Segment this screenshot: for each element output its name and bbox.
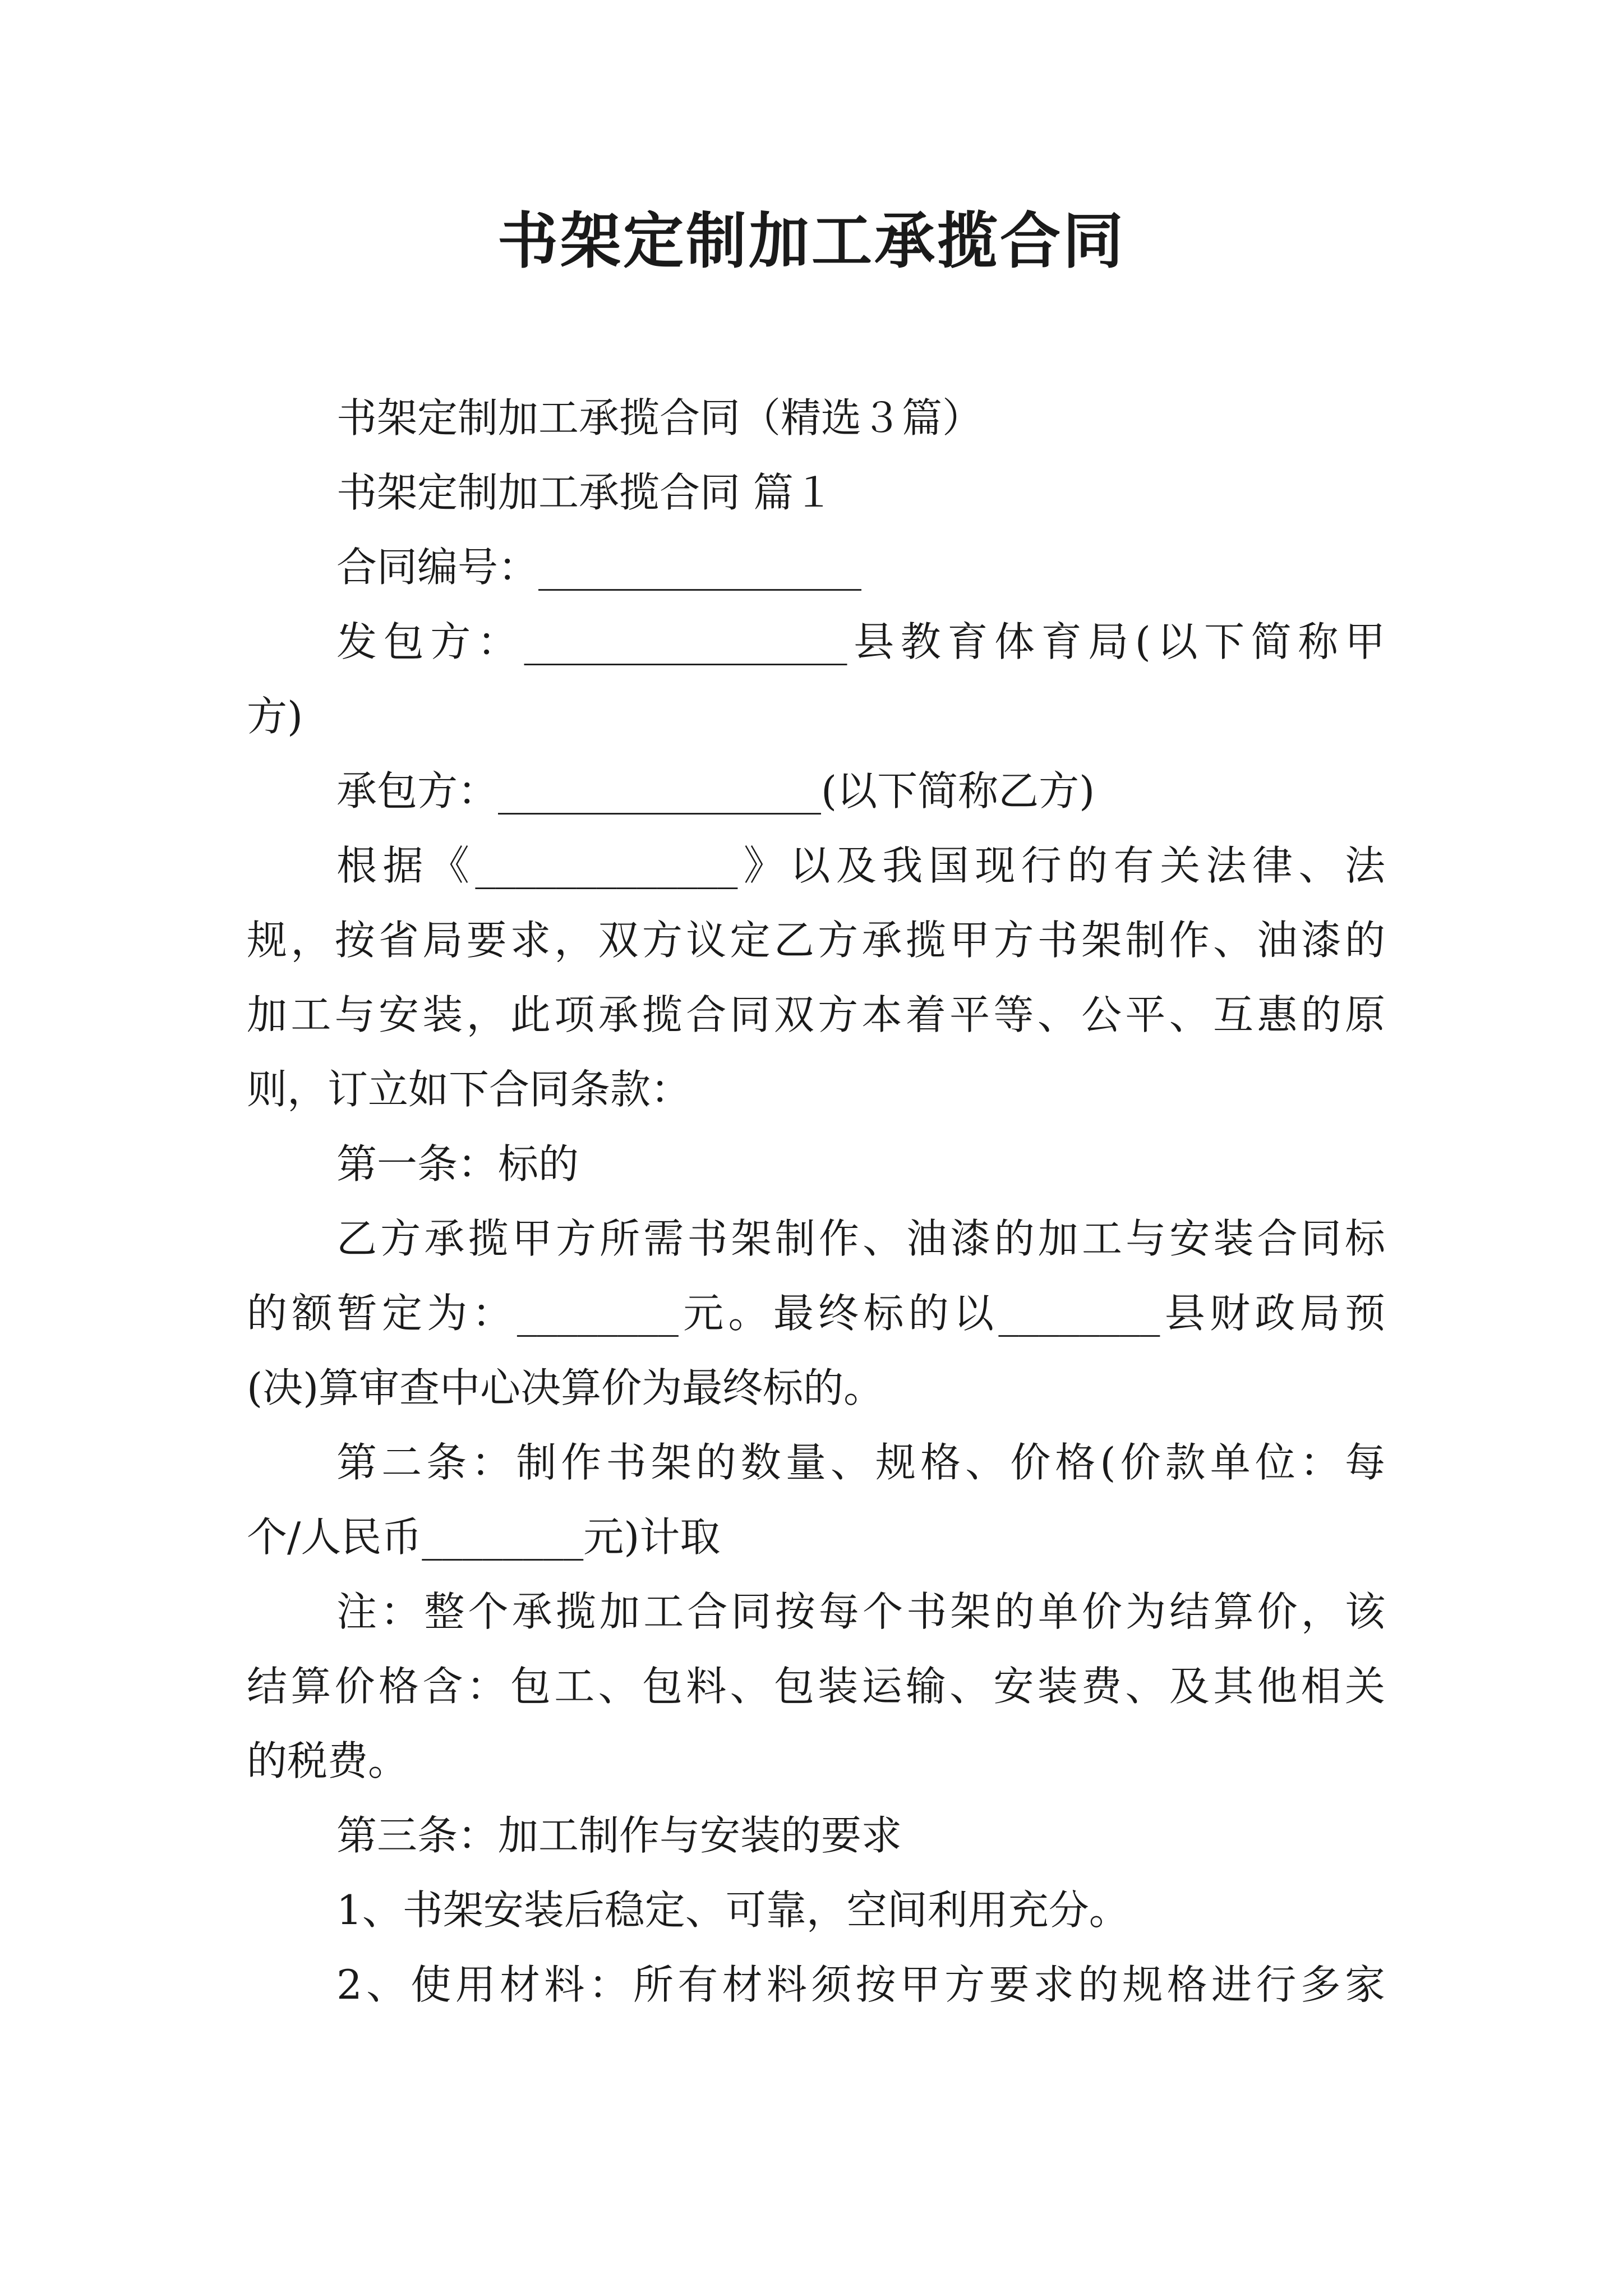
section-heading: 书架定制加工承揽合同 篇１ (336, 469, 834, 516)
party-a-line-cont: 方) (247, 693, 303, 740)
party-a-line: 发包方：________________县教育体育局(以下简称甲 (336, 618, 1385, 665)
subtitle-line: 书架定制加工承揽合同（精选３篇） (336, 394, 983, 441)
paragraph-line: 的税费。 (247, 1737, 409, 1784)
article-2-heading: 第二条：制作书架的数量、规格、价格(价款单位：每 (336, 1439, 1385, 1486)
note-line: 注：整个承揽加工合同按每个书架的单价为结算价，该 (336, 1588, 1385, 1635)
paragraph-line: 加工与安装，此项承揽合同双方本着平等、公平、互惠的原 (247, 991, 1385, 1038)
paragraph-line: 则，订立如下合同条款： (247, 1066, 691, 1113)
paragraph-line: (决)算审查中心决算价为最终标的。 (247, 1364, 884, 1411)
paragraph-line: 根据《_____________》以及我国现行的有关法律、法 (336, 842, 1385, 889)
article-3-heading: 第三条：加工制作与安装的要求 (336, 1812, 902, 1859)
party-b-line: 承包方：________________(以下简称乙方) (336, 767, 1095, 815)
list-item: 2、使用材料：所有材料须按甲方要求的规格进行多家 (336, 1961, 1385, 2008)
paragraph-line: 的额暂定为：________元。最终标的以________县财政局预 (247, 1290, 1385, 1337)
paragraph-line: 个/人民币________元)计取 (247, 1513, 721, 1561)
paragraph-line: 乙方承揽甲方所需书架制作、油漆的加工与安装合同标 (336, 1215, 1385, 1262)
list-item: 1、书架安装后稳定、可靠，空间利用充分。 (336, 1887, 1129, 1934)
article-1-heading: 第一条：标的 (336, 1140, 579, 1188)
contract-number-line: 合同编号：________________ (336, 544, 862, 591)
paragraph-line: 结算价格含：包工、包料、包装运输、安装费、及其他相关 (247, 1663, 1385, 1710)
paragraph-line: 规，按省局要求，双方议定乙方承揽甲方书架制作、油漆的 (247, 917, 1385, 964)
document-title: 书架定制加工承揽合同 (497, 206, 1126, 277)
